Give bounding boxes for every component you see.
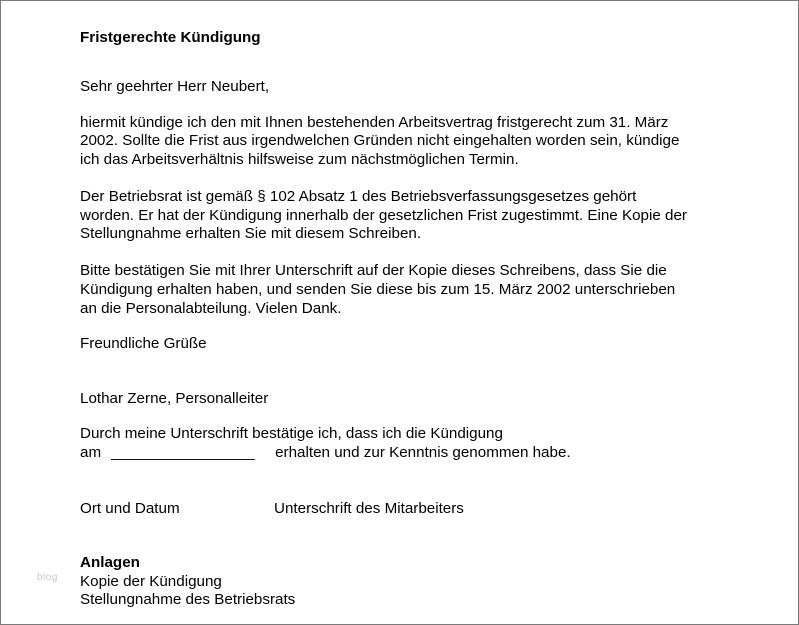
receipt-confirmation xyxy=(80,425,780,462)
attachments xyxy=(80,554,780,610)
paragraph-line: hiermit kündige ich den mit Ihnen bestehenden Arbeitsvertrag fristgerecht zum 31. März xyxy=(80,113,669,131)
attachment-item: Kopie der Kündigung xyxy=(80,572,222,590)
attachments-heading: Anlagen xyxy=(80,554,140,572)
confirmation-line: Durch meine Unterschrift bestätige ich, dass ich die Kündigung xyxy=(80,425,503,443)
paragraph-line: Kündigung erhalten haben, und senden Sie diese bis zum 15. März 2002 unterschrieben xyxy=(80,280,676,298)
attachment-item: Stellungnahme des Betriebsrats xyxy=(80,591,296,609)
paragraph-works-council xyxy=(80,188,780,244)
paragraph-line: worden. Er hat der Kündigung innerhalb der gesetzlichen Frist zugestimmt. Eine Kopie der xyxy=(80,206,687,224)
signer: Lothar Zerne, Personalleiter xyxy=(80,389,269,407)
paragraph-line: Stellungnahme erhalten Sie mit diesem Schreiben. xyxy=(80,225,422,243)
paragraph-line: Bitte bestätigen Sie mit Ihrer Unterschrift auf der Kopie dieses Schreibens, dass Sie die xyxy=(80,262,667,280)
confirmation-rest: erhalten und zur Kenntnis genommen habe. xyxy=(275,443,571,461)
paragraph-line: Der Betriebsrat ist gemäß § 102 Absatz 1 des Betriebsverfassungsgesetzes gehört xyxy=(80,187,637,205)
paragraph-line: an die Personalabteilung. Vielen Dank. xyxy=(80,299,342,317)
watermark: blog xyxy=(37,572,58,583)
employee-signature-label: Unterschrift des Mitarbeiters xyxy=(274,499,464,517)
closing: Freundliche Grüße xyxy=(80,335,207,353)
document-title: Fristgerechte Kündigung xyxy=(80,29,261,46)
paragraph-confirmation-request xyxy=(80,262,780,318)
letter-body xyxy=(80,29,780,610)
paragraph-line: ich das Arbeitsverhältnis hilfsweise zum nächstmöglichen Termin. xyxy=(80,150,519,168)
place-date-label: Ort und Datum xyxy=(80,499,180,517)
confirmation-am: am xyxy=(80,443,102,461)
paragraph-termination xyxy=(80,114,780,170)
date-blank-line: _________________ xyxy=(111,443,255,461)
confirmation-date-line xyxy=(80,444,780,463)
signature-row xyxy=(80,500,780,519)
salutation: Sehr geehrter Herr Neubert, xyxy=(80,78,270,95)
paragraph-line: 2002. Sollte die Frist aus irgendwelchen Gründen nicht eingehalten worden sein, kündige xyxy=(80,132,680,150)
